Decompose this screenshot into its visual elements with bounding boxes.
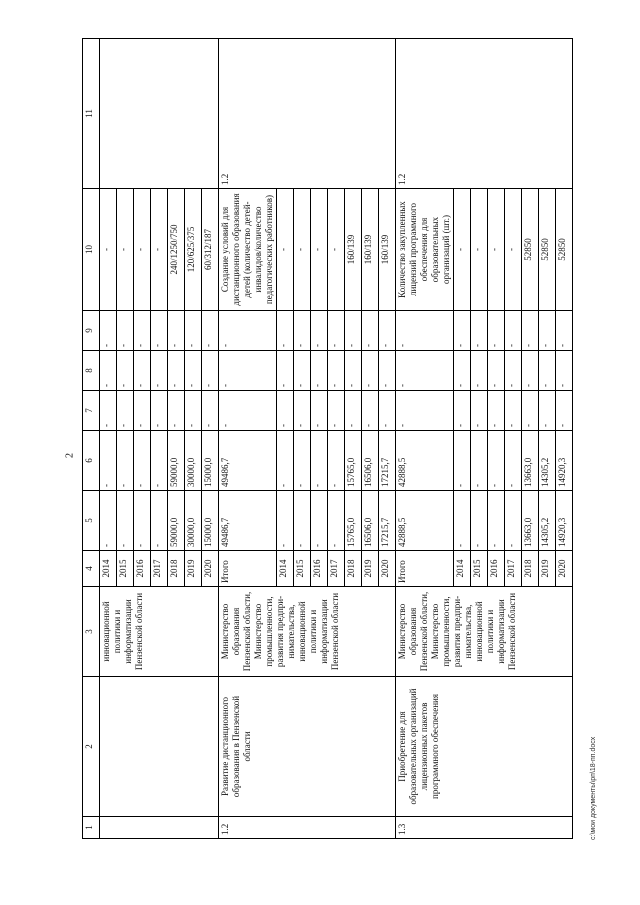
program-table [82,38,573,839]
item-num-cell: 1.2 [219,817,396,839]
year-cell: 2018 [522,551,539,587]
value-c5-cell: - [294,491,311,551]
value-c10-cell: - [100,189,117,311]
value-c7-cell: - [134,391,151,431]
value-c5-cell: 15765,0 [345,491,362,551]
value-c8-cell: - [168,351,185,391]
year-cell: 2018 [168,551,185,587]
value-c9-cell: - [168,311,185,351]
footer-file-path: c:\мои документы\рп\18-пп.docx [590,736,597,840]
item-name-cell: Развитие дистанционного образования в Пензенской области [219,677,396,817]
value-c8-cell: - [379,351,396,391]
value-c7-cell: - [277,391,294,431]
header-col-2: 2 [83,677,100,817]
value-c9-cell: - [471,311,488,351]
total-c9-cell: - [396,311,454,351]
value-c6-cell: - [471,431,488,491]
value-c5-cell: 59000,0 [168,491,185,551]
value-c6-cell: - [151,431,168,491]
value-c9-cell: - [539,311,556,351]
value-c5-cell: - [277,491,294,551]
year-cell: 2015 [471,551,488,587]
value-c5-cell: - [117,491,134,551]
value-c9-cell: - [202,311,219,351]
value-c5-cell: 16506,0 [362,491,379,551]
value-c8-cell: - [311,351,328,391]
indicator-cell: Создание условий для дистанционного образования детей (количество детей-инвалидов/количество педагогических работников) [219,189,277,311]
value-c8-cell: - [345,351,362,391]
value-c10-cell: - [294,189,311,311]
total-c8-cell: - [219,351,277,391]
value-c9-cell: - [522,311,539,351]
value-c6-cell: - [134,431,151,491]
year-cell: 2018 [345,551,362,587]
value-c6-cell: 14305,2 [539,431,556,491]
value-c7-cell: - [471,391,488,431]
value-c6-cell: 15000,0 [202,431,219,491]
value-c10-cell: - [151,189,168,311]
table-body [100,39,573,839]
value-c5-cell: - [454,491,471,551]
note-cell [100,39,219,189]
value-c9-cell: - [277,311,294,351]
value-c10-cell: 160/139 [345,189,362,311]
program-table-sheet [82,39,612,839]
value-c10-cell: - [471,189,488,311]
value-c6-cell: 15765,0 [345,431,362,491]
value-c7-cell: - [522,391,539,431]
value-c10-cell: - [117,189,134,311]
value-c6-cell: 59000,0 [168,431,185,491]
year-cell: 2020 [379,551,396,587]
header-row [83,39,100,839]
item-num-cell [100,817,219,839]
year-cell: 2016 [311,551,328,587]
value-c9-cell: - [362,311,379,351]
value-c10-cell: - [277,189,294,311]
value-c8-cell: - [277,351,294,391]
value-c7-cell: - [379,391,396,431]
header-col-10: 10 [83,189,100,311]
page-number: 2 [64,453,76,458]
value-c5-cell: - [100,491,117,551]
year-cell: 2019 [362,551,379,587]
value-c7-cell: - [311,391,328,431]
header-col-1: 1 [83,817,100,839]
year-cell: 2017 [505,551,522,587]
value-c9-cell: - [505,311,522,351]
year-cell: 2015 [294,551,311,587]
value-c10-cell: 160/139 [362,189,379,311]
year-cell: 2014 [454,551,471,587]
value-c6-cell: - [328,431,345,491]
value-c6-cell: 14920,3 [556,431,573,491]
value-c8-cell: - [505,351,522,391]
indicator-cell: Количество закупленных лицензий программного обеспечения для образовательных организаций (шт.) [396,189,454,311]
value-c8-cell: - [151,351,168,391]
value-c7-cell: - [505,391,522,431]
value-c8-cell: - [454,351,471,391]
year-cell: 2019 [539,551,556,587]
item-num-cell: 1.3 [396,817,573,839]
value-c8-cell: - [134,351,151,391]
value-c9-cell: - [345,311,362,351]
value-c9-cell: - [379,311,396,351]
value-c6-cell: 13663,0 [522,431,539,491]
executor-cell: Министерство образования Пензенской области, Министерство промышленности, развития предпри-нимательства, инновационной политики и информатизации Пензенской области [396,587,573,677]
value-c9-cell: - [185,311,202,351]
value-c9-cell: - [311,311,328,351]
value-c5-cell: - [151,491,168,551]
value-c8-cell: - [471,351,488,391]
value-c9-cell: - [117,311,134,351]
value-c8-cell: - [362,351,379,391]
value-c8-cell: - [539,351,556,391]
value-c10-cell: - [505,189,522,311]
value-c6-cell: - [311,431,328,491]
reference-cell: 1.2 [219,39,396,189]
table-row [219,39,277,839]
value-c10-cell: 160/139 [379,189,396,311]
value-c9-cell: - [134,311,151,351]
header-col-11: 11 [83,39,100,189]
value-c8-cell: - [117,351,134,391]
value-c6-cell: 17215,7 [379,431,396,491]
value-c6-cell: - [117,431,134,491]
value-c7-cell: - [168,391,185,431]
value-c10-cell: - [488,189,505,311]
value-c6-cell: 16506,0 [362,431,379,491]
value-c7-cell: - [294,391,311,431]
executor-cell: Министерство образования Пензенской области, Министерство промышленности, развития предпри-нимательства, инновационной политики и информатизации Пензенской области [219,587,396,677]
value-c8-cell: - [328,351,345,391]
value-c8-cell: - [185,351,202,391]
value-c7-cell: - [328,391,345,431]
value-c6-cell: - [454,431,471,491]
year-cell: 2016 [134,551,151,587]
value-c7-cell: - [151,391,168,431]
value-c7-cell: - [362,391,379,431]
value-c10-cell: - [454,189,471,311]
value-c6-cell: - [488,431,505,491]
total-c5-cell: 42888,5 [396,491,454,551]
value-c9-cell: - [454,311,471,351]
total-label-cell: Итого [219,551,277,587]
item-name-cell: Приобретение для образовательных организаций лицензионных пакетов программного обеспечения [396,677,573,817]
total-label-cell: Итого [396,551,454,587]
year-cell: 2020 [556,551,573,587]
value-c7-cell: - [117,391,134,431]
value-c7-cell: - [488,391,505,431]
value-c10-cell: 52850 [539,189,556,311]
value-c10-cell: 52850 [556,189,573,311]
value-c8-cell: - [294,351,311,391]
reference-cell: 1.2 [396,39,573,189]
executor-cell: инновационной политики и информатизации Пензенской области [100,587,219,677]
total-c5-cell: 49486,7 [219,491,277,551]
value-c10-cell: 120/625/375 [185,189,202,311]
total-c6-cell: 42888,5 [396,431,454,491]
value-c5-cell: 14305,2 [539,491,556,551]
value-c5-cell: - [311,491,328,551]
value-c10-cell: - [328,189,345,311]
value-c6-cell: - [277,431,294,491]
value-c9-cell: - [488,311,505,351]
value-c8-cell: - [522,351,539,391]
value-c5-cell: - [505,491,522,551]
value-c10-cell: - [311,189,328,311]
value-c10-cell: - [134,189,151,311]
header-col-7: 7 [83,391,100,431]
value-c8-cell: - [556,351,573,391]
value-c8-cell: - [488,351,505,391]
header-col-6: 6 [83,431,100,491]
value-c9-cell: - [100,311,117,351]
year-cell: 2019 [185,551,202,587]
year-cell: 2017 [328,551,345,587]
value-c9-cell: - [556,311,573,351]
header-col-9: 9 [83,311,100,351]
year-cell: 2020 [202,551,219,587]
value-c6-cell: - [505,431,522,491]
value-c5-cell: 15000,0 [202,491,219,551]
year-cell: 2014 [277,551,294,587]
value-c9-cell: - [151,311,168,351]
value-c6-cell: - [294,431,311,491]
header-col-5: 5 [83,491,100,551]
total-c6-cell: 49486,7 [219,431,277,491]
value-c10-cell: 240/1250/750 [168,189,185,311]
value-c8-cell: - [202,351,219,391]
value-c7-cell: - [185,391,202,431]
total-c7-cell: - [219,391,277,431]
value-c5-cell: - [134,491,151,551]
value-c5-cell: 13663,0 [522,491,539,551]
value-c8-cell: - [100,351,117,391]
value-c10-cell: 60/312/187 [202,189,219,311]
total-c9-cell: - [219,311,277,351]
value-c5-cell: - [488,491,505,551]
year-cell: 2017 [151,551,168,587]
value-c7-cell: - [202,391,219,431]
value-c9-cell: - [294,311,311,351]
value-c5-cell: 17215,7 [379,491,396,551]
header-col-4: 4 [83,551,100,587]
value-c5-cell: 14920,3 [556,491,573,551]
year-cell: 2014 [100,551,117,587]
year-cell: 2015 [117,551,134,587]
value-c7-cell: - [100,391,117,431]
value-c7-cell: - [454,391,471,431]
value-c7-cell: - [556,391,573,431]
item-name-cell [100,677,219,817]
total-c7-cell: - [396,391,454,431]
value-c7-cell: - [345,391,362,431]
value-c9-cell: - [328,311,345,351]
table-row [396,39,454,839]
total-c8-cell: - [396,351,454,391]
value-c5-cell: - [328,491,345,551]
value-c10-cell: 52850 [522,189,539,311]
value-c5-cell: - [471,491,488,551]
value-c5-cell: 30000,0 [185,491,202,551]
year-cell: 2016 [488,551,505,587]
table-row [100,39,117,839]
header-col-3: 3 [83,587,100,677]
value-c7-cell: - [539,391,556,431]
header-col-8: 8 [83,351,100,391]
value-c6-cell: - [100,431,117,491]
value-c6-cell: 30000,0 [185,431,202,491]
